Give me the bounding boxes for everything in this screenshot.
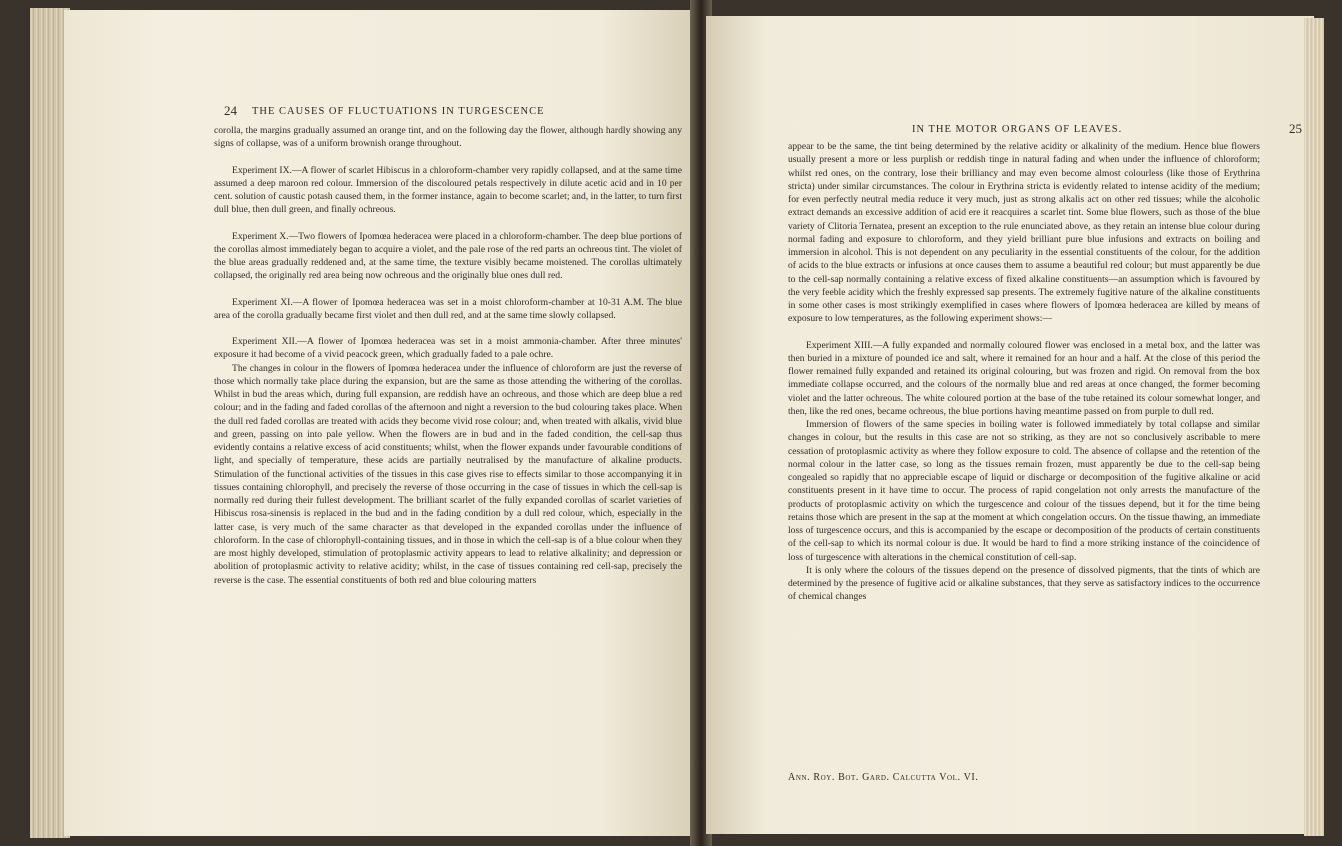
paragraph: It is only where the colours of the tissues depend on the presence of dissolved pigments, that the tints of which are determined by the presence of fugitive acid or alkaline substances, that they serve as satisfactory indices to the occurrence of chemical changes	[788, 564, 1260, 603]
page-number: 25	[1289, 121, 1302, 136]
body-text	[214, 124, 682, 587]
paragraph: Experiment XII.—A flower of Ipomœa hederacea was set in a moist ammonia-chamber. After three minutes' exposure it had become of a vivid peacock green, which gradually faded to a pale ochre.	[214, 336, 682, 361]
left-page	[64, 10, 694, 836]
right-page	[706, 16, 1314, 834]
paragraph: Experiment X.—Two flowers of Ipomœa hederacea were placed in a chloroform-chamber. The deep blue portions of the corollas almost immediately began to acquire a violet, and the pale rose of the red parts an ochreous tint. The violet of the blue areas gradually reddened and, at the same time, the texture visibly became moistened. The corollas ultimately collapsed, the originally red area being now ochreous and the originally blue ones dull red.	[214, 230, 682, 282]
paragraph: appear to be the same, the tint being determined by the relative acidity or alkalinity of the medium. Hence blue flowers usually present a more or less purplish or reddish tinge in natural fading and when under the influence of chloroform; whilst red ones, on the contrary, lose their brilliancy and may even become almost colourless (like those of Erythrina stricta) under similar circumstances. The colour in Erythrina stricta is evidently related to intense acidity of the medium; for even perfectly neutral media reduce it very much, just as strong alkalis act on other red tissues; while the alcoholic extract demands an excessive addition of acid ere it reacquires a scarlet tint. Some blue flowers, such as those of the blue variety of Clitoria Ternatea, present an exception to the rule enunciated above, as they retain an intense blue colour during normal fading and exposure to chloroform, and they yield brilliant pure blue infusions and extracts on boiling and immersion in alcohol. This is not dependent on any peculiarity in the essential constituents of the colour, for the addition of acids to the blue extracts or infusions at once causes them to assume a beautiful red colour; but must apparently be due to the cell-sap normally containing a relative excess of fixed alkaline constituents—an assumption which is favoured by the very feeble acidity which the freshly expressed sap presents. The extremely fugitive nature of the alkaline constituents in some other cases is most strikingly exemplified in cases where flowers of Ipomœa hederacea are killed by means of exposure to low temperatures, as the following experiment shows:—	[788, 141, 1260, 325]
paragraph: Experiment IX.—A flower of scarlet Hibiscus in a chloroform-chamber very rapidly collapsed, and at the same time assumed a deep maroon red colour. Immersion of the discoloured petals respectively in dilute acetic acid and in 10 per cent. solution of caustic potash caused them, in the former instance, again to become scarlet; and, in the latter, to turn first dull blue, then dull green, and finally ochreous.	[214, 164, 682, 216]
page-edges-right	[1304, 18, 1324, 836]
paragraph: corolla, the margins gradually assumed an orange tint, and on the following day the flower, although hardly showing any signs of collapse, was of a uniform brownish orange throughout.	[214, 125, 682, 150]
page-footer: Ann. Roy. Bot. Gard. Calcutta Vol. VI.	[788, 772, 979, 783]
paragraph: Experiment XI.—A flower of Ipomœa hederacea was set in a moist chloroform-chamber at 10-31 A.M. The blue area of the corolla gradually became first violet and then dull red, and at the same time slowly collapsed.	[214, 296, 682, 321]
running-head: THE CAUSES OF FLUCTUATIONS IN TURGESCENCE	[252, 106, 545, 117]
running-head: IN THE MOTOR ORGANS OF LEAVES.	[912, 124, 1123, 135]
page-number: 24	[224, 103, 237, 118]
paragraph: Experiment XIII.—A fully expanded and normally coloured flower was enclosed in a metal box, and the latter was then buried in a mixture of pounded ice and salt, where it remained for an hour and a half. At the close of this period the flower remained fully expanded and retained its original colouring, but was frozen and rigid. On removal from the box immediate collapse occurred, and the colours of the normally blue and red areas at once changed, the former becoming violet and the latter ochreous. The white coloured portion at the base of the tube retained its colour somewhat longer, and then, like the red ones, became ochreous, the blue portions having meantime passed on from purple to dull red.	[788, 339, 1260, 417]
paragraph: The changes in colour in the flowers of Ipomœa hederacea under the influence of chloroform are just the reverse of those which normally take place during the expansion, but are the same as those attending the withering of the corollas. Whilst in bud the areas which, during full expansion, are reddish have an ochreous, and those which are deep blue a red colour; and in the fading and faded corollas of the afternoon and night a reversion to the bud colouring takes place. When the dull red faded corollas are treated with acids they become vivid rose colour; and, when treated with alkalis, vivid blue and green, passing on into pale yellow. When the flowers are in bud and in the faded condition, the cell-sap thus evidently contains a relative excess of acid constituents; whilst, when the flower expands under favourable conditions of light, and specially of temperature, these acids are partially neutralised by the manufacture of alkaline products. Stimulation of the functional activities of the tissues in this case gives rise to effects similar to those accompanying it in tissues containing chlorophyll, and precisely the reverse of those occurring in the case of tissues in which the cell-sap is normally red during their fullest development. The brilliant scarlet of the fully expanded corollas of scarlet varieties of Hibiscus rosa-sinensis is replaced in the bud and in the fading condition by a dull red colour, which, especially in the latter case, is very much of the same character as that developed in the expanded corollas under the influence of chloroform. In the case of chlorophyll-containing tissues, and in those in which the cell-sap is of a blue colour when they are most highly developed, stimulation of protoplasmic activity appears to lead to relative alkalinity; and depression or abolition of protoplasmic activity to relative acidity; whilst, in the case of tissues containing red cell-sap, precisely the reverse is the case. The essential constituents of both red and blue colouring matters	[214, 362, 682, 586]
body-text	[788, 140, 1260, 604]
paragraph: Immersion of flowers of the same species in boiling water is followed immediately by total collapse and similar changes in colour, but the results in this case are not so striking, as they are not so conclusively ascribable to mere cessation of protoplasmic activity as where they follow exposure to cold. The absence of collapse and the retention of the normal colour in the latter case, so long as the tissues remain frozen, must apparently be due to the cell-sap being congealed so rapidly that no appreciable escape of liquid or discharge or decomposition of the fugitive alkaline or acid constituents present in it have time to occur. The process of rapid congelation not only arrests the manufacture of the products of protoplasmic activity on which the turgescence and colour of the tissues depend, but it for the time being retains those which are present in the sap at the moment at which congelation occurs. On the tissue thawing, an immediate loss of turgescence occurs, and this is accompanied by the escape or decomposition of the products of certain constituents of the cell-sap to which its normal colour is due. It would be hard to find a more striking instance of the coincidence of loss of turgescence with alterations in the chemical constitution of cell-sap.	[788, 419, 1260, 563]
